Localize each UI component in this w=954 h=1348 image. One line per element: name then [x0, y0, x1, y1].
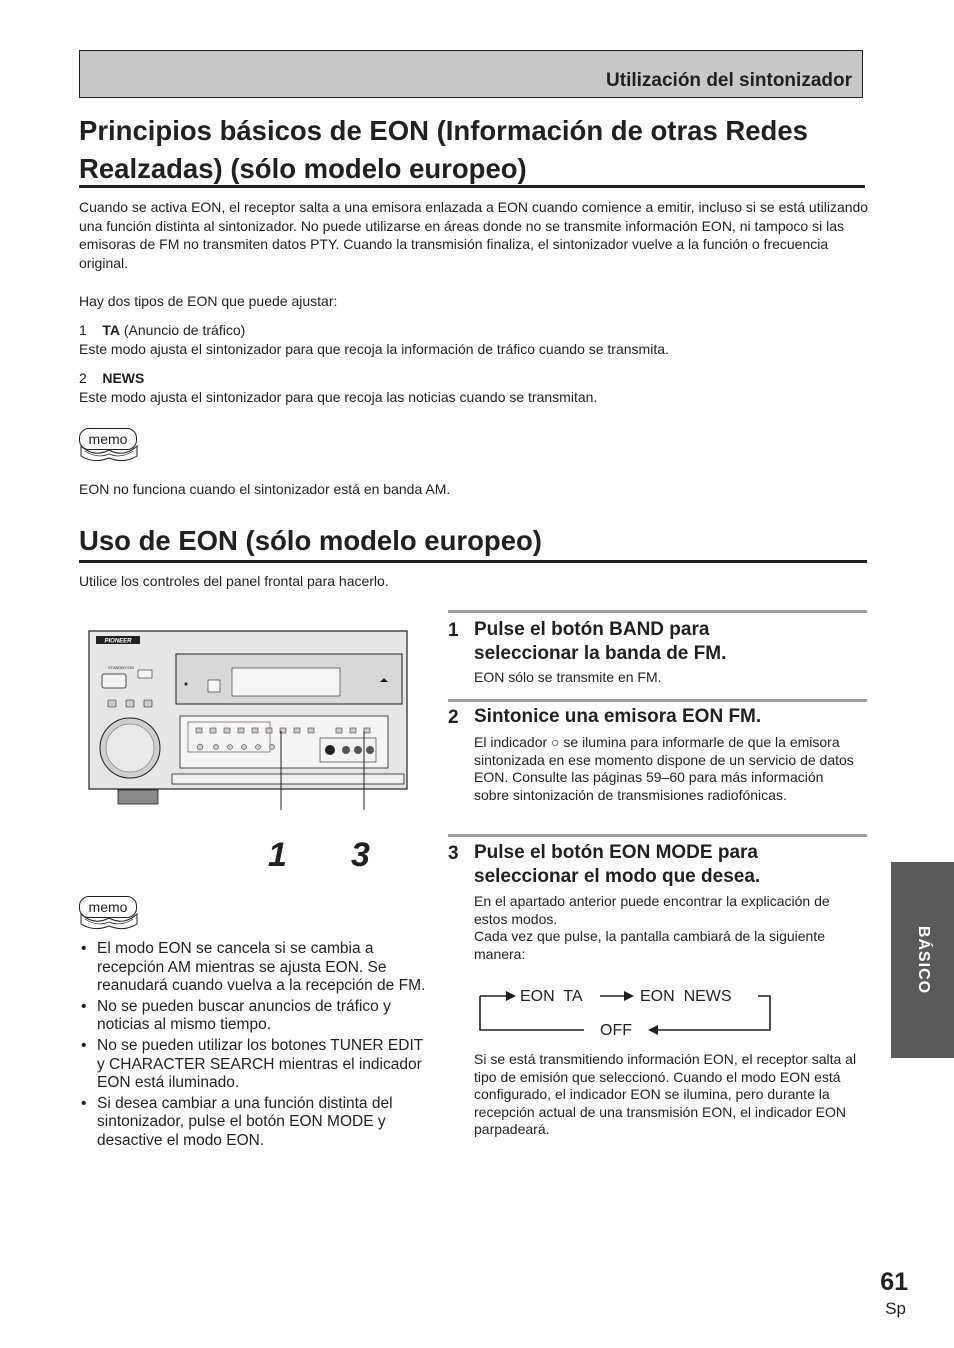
memo-label: memo — [79, 896, 137, 918]
intro-paragraph: Cuando se activa EON, el receptor salta a una emisora enlazada a EON cuando comience a emitir, incluso si se está utilizando una función distinta al sintonizador. No puede utilizarse en áreas donde no se transmite información EON, ni tampoco si las emisoras de FM no transmiten datos PTY. Cuando la transmisión finaliza, el sintonizador vuelve a la función o frecuencia original. — [79, 199, 869, 271]
standby-label: STANDBY/ON — [108, 665, 134, 670]
step-rule — [448, 699, 867, 702]
arrow-right-icon — [506, 991, 516, 1001]
chapter-side-tab — [891, 862, 954, 1058]
step-number: 3 — [448, 843, 459, 864]
step-after-text: Si se está transmitiendo información EON, el receptor salta al tipo de emisión que seleccionó. Cuando el modo EON está configurado, el indicador EON se ilumina, pero durante la recepción actual de una transmisión EON, el indicador EON parpadeará. — [474, 1051, 857, 1137]
arrow-right-icon — [624, 991, 634, 1001]
types-intro: Hay dos tipos de EON que puede ajustar: — [79, 293, 338, 309]
step-number: 1 — [448, 620, 459, 641]
page-number: 61 — [880, 1268, 908, 1296]
item-number: 1 — [79, 322, 87, 338]
section-rule — [79, 560, 867, 563]
item-description: Este modo ajusta el sintonizador para que recoja la información de tráfico cuando se transmita. — [79, 340, 669, 357]
step-number: 2 — [448, 707, 459, 728]
step-title: Pulse el botón EON MODE para seleccionar el modo que desea. — [474, 842, 761, 887]
arrow-left-icon — [648, 1025, 658, 1035]
section-header-bar — [79, 50, 863, 98]
section-header-title: Utilización del sintonizador — [606, 70, 852, 91]
list-item: • No se pueden utilizar los botones TUNER EDIT y CHARACTER SEARCH mientras el indicador EON está iluminado. — [79, 1037, 429, 1093]
mode-eon-news: EON NEWS — [640, 988, 732, 1005]
memo-bullet-list — [79, 940, 429, 1153]
step-body: En el apartado anterior puede encontrar la explicación de estos modos. Cada vez que pulse, la pantalla cambiará de la siguiente manera: — [474, 893, 830, 962]
memo-text: EON no funciona cuando el sintonizador está en banda AM. — [79, 481, 451, 497]
step-rule — [448, 834, 867, 837]
page-title: Principios básicos de EON (Información de otras Redes Realzadas) (sólo modelo europeo) — [79, 115, 808, 184]
page-language: Sp — [885, 1299, 906, 1318]
brand-logo: PIONEER — [104, 638, 132, 645]
memo-badge — [79, 896, 137, 930]
mode-off: OFF — [600, 1022, 632, 1038]
side-tab-label: BÁSICO — [914, 925, 932, 995]
list-item: • No se pueden buscar anuncios de tráfico y noticias al mismo tiempo. — [79, 998, 429, 1035]
callout-1: 1 — [268, 836, 287, 874]
item-name: TA — [102, 322, 120, 338]
step-title: Pulse el botón BAND para seleccionar la banda de FM. — [474, 619, 727, 664]
receiver-front-panel-illustration — [88, 630, 408, 810]
item-name: NEWS — [102, 370, 145, 386]
title-rule — [79, 185, 865, 188]
step-body: El indicador ○ se ilumina para informarle de que la emisora sintonizada en ese momento dispone de un servicio de datos EON. Consulte las páginas 59–60 para más información sobre sintonización de transmisiones radiofónicas. — [474, 734, 854, 803]
section-title: Uso de EON (sólo modelo europeo) — [79, 525, 542, 556]
eon-mode-cycle-diagram — [476, 982, 776, 1038]
section-intro: Utilice los controles del panel frontal para hacerlo. — [79, 573, 389, 589]
item-paren: (Anuncio de tráfico) — [123, 322, 246, 338]
callout-3: 3 — [351, 836, 370, 874]
memo-badge — [79, 428, 137, 462]
step-body: EON sólo se transmite en FM. — [474, 669, 662, 685]
memo-label: memo — [79, 428, 137, 450]
item-number: 2 — [79, 370, 87, 386]
step-rule — [448, 610, 867, 613]
list-item — [79, 369, 869, 406]
mode-eon-ta: EON TA — [520, 988, 583, 1005]
list-item: • El modo EON se cancela si se cambia a recepción AM mientras se ajusta EON. Se reanudará cuando vuelva a la recepción de FM. — [79, 940, 429, 996]
list-item: • Si desea cambiar a una función distinta del sintonizador, pulse el botón EON MODE y desactive el modo EON. — [79, 1095, 429, 1151]
list-item — [79, 321, 869, 358]
step-title: Sintonice una emisora EON FM. — [474, 706, 762, 727]
item-description: Este modo ajusta el sintonizador para que recoja las noticias cuando se transmitan. — [79, 388, 598, 405]
